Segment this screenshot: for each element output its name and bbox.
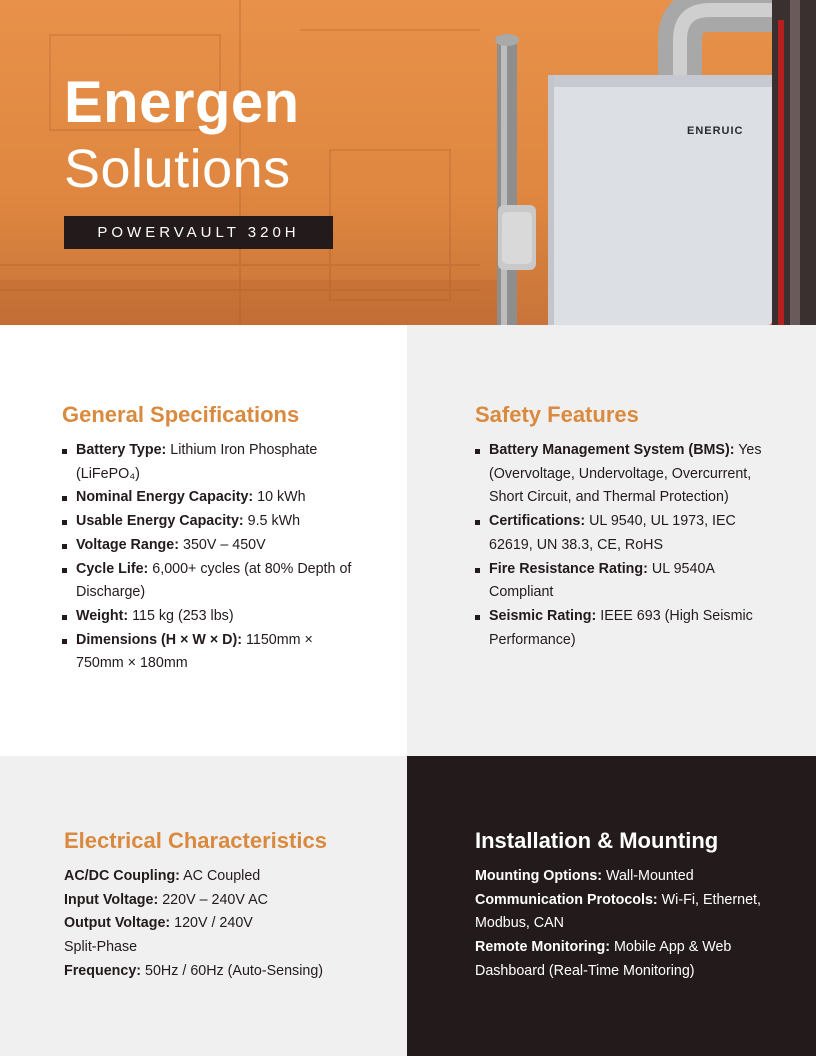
safety-features-panel [407,325,816,756]
installation-mounting-panel [407,756,816,1056]
electrical-list [64,865,354,984]
list-item: Weight: 115 kg (253 lbs) [62,605,362,629]
safety-feature-list [475,439,775,652]
section-title: Electrical Characteristics [64,828,327,853]
title-brand: Energen [64,70,300,135]
list-item: Nominal Energy Capacity: 10 kWh [62,486,362,510]
model-badge: POWERVAULT 320H [64,216,333,249]
list-item: AC/DC Coupling: AC Coupled [64,868,261,884]
list-item: Mounting Options: Wall-Mounted [475,868,694,884]
hero-banner [0,0,816,325]
title-sub: Solutions [64,139,291,199]
section-title: General Specifications [62,402,300,427]
installation-list [475,865,765,984]
list-item: Seismic Rating: IEEE 693 (High Seismic Performance) [475,605,775,652]
list-item: Cycle Life: 6,000+ cycles (at 80% Depth of Discharge) [62,558,362,605]
electrical-characteristics-panel [0,756,407,1056]
list-item: Battery Type: Lithium Iron Phosphate (LiFePO₄) [62,439,362,486]
device-brand-label: ENERUIC [687,125,744,137]
list-item: Battery Management System (BMS): Yes (Overvoltage, Undervoltage, Overcurrent, Short Circuit, and Thermal Protection) [475,439,775,510]
general-specifications-panel [0,325,407,756]
page-title [64,70,300,202]
general-spec-list [62,439,362,676]
list-item: Input Voltage: 220V – 240V AC [64,891,268,908]
list-item: Frequency: 50Hz / 60Hz (Auto-Sensing) [64,962,324,979]
list-item: Certifications: UL 9540, UL 1973, IEC 62619, UN 38.3, CE, RoHS [475,510,775,557]
list-item: Voltage Range: 350V – 450V [62,534,362,558]
section-title: Installation & Mounting [475,828,719,853]
list-item: Usable Energy Capacity: 9.5 kWh [62,510,362,534]
list-item: Fire Resistance Rating: UL 9540A Compliant [475,558,775,605]
section-title: Safety Features [475,402,639,427]
list-item: Remote Monitoring: Mobile App & Web Dashboard (Real-Time Monitoring) [475,939,732,979]
list-item: Dimensions (H × W × D): 1150mm × 750mm × 180mm [62,629,362,676]
list-item: Communication Protocols: Wi-Fi, Ethernet, Modbus, CAN [475,891,761,932]
list-item: Output Voltage: 120V / 240V Split-Phase [64,915,253,956]
